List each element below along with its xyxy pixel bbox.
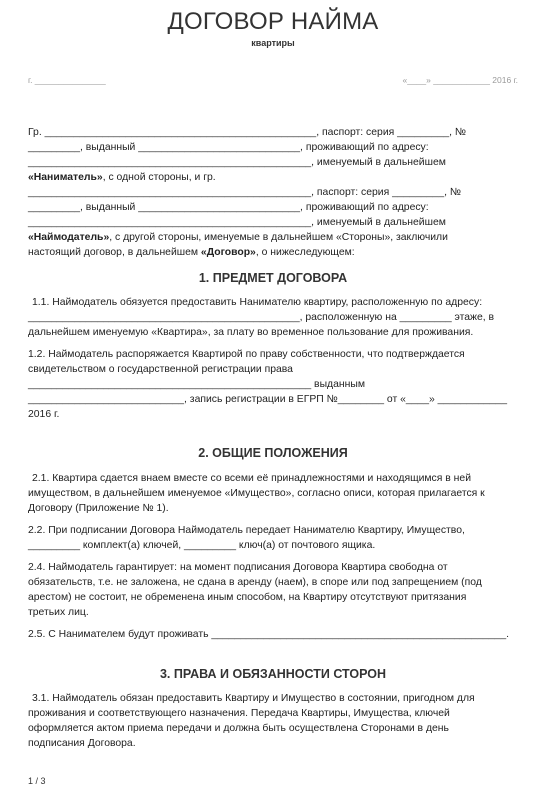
clause-line: 2.5. С Нанимателем будут проживать ___________________________________________________. [28, 629, 509, 640]
clause-line: 2016 г. [28, 409, 60, 420]
clause-line: 1.2. Наймодатель распоряжается Квартирой по праву собственности, что подтверждается [28, 349, 465, 360]
section-2-heading: 2. ОБЩИЕ ПОЛОЖЕНИЯ [198, 446, 348, 460]
clause-line: 2.2. При подписании Договора Наймодатель передает Нанимателю Квартиру, Имущество, [28, 525, 465, 536]
clause-line: имуществом, в дальнейшем именуемое «Имущество», согласно описи, которая прилагается к [28, 488, 485, 499]
preamble-line: _________________________________________________, именуемый в дальнейшем [28, 157, 446, 168]
clause-line: 2.1. Квартира сдается внаем вместе со всеми её принадлежностями и находящимся в ней [32, 473, 471, 484]
document-title: ДОГОВОР НАЙМА [167, 8, 379, 35]
preamble-line: _________, выданный ____________________________, проживающий по адресу: [28, 202, 429, 213]
clause-line: дальнейшем именуемую «Квартира», за плату во временное пользование для проживания. [28, 327, 474, 338]
clause-line: 1.1. Наймодатель обязуется предоставить Нанимателю квартиру, расположенную по адресу: [32, 297, 483, 308]
preamble-line: _________________________________________________, именуемый в дальнейшем [28, 217, 446, 228]
city-field: г. _______________ [28, 75, 106, 85]
clause-line: арестом) не состоит, не обременена иным способом, на Квартиру отсутствуют притязания [28, 592, 467, 603]
preamble-line: «Наймодатель», с другой стороны, именуемые в дальнейшем «Стороны», заключили [28, 232, 448, 243]
preamble-line: Гр. _______________________________________________, паспорт: серия _________, № [28, 127, 467, 138]
section-1-heading: 1. ПРЕДМЕТ ДОГОВОРА [198, 271, 348, 285]
clause-line: _________ комплект(а) ключей, _________ ключ(а) от почтового ящика. [28, 540, 376, 551]
section-3-heading: 3. ПРАВА И ОБЯЗАННОСТИ СТОРОН [159, 667, 387, 681]
clause-line: подписания Договора. [28, 738, 136, 749]
clause-line: _______________________________________________, расположенную на _________ этаже, в [28, 312, 495, 323]
clause-line: обязательств, т.е. не заложена, не сдана в аренду (наем), в споре или под запрещением (под [28, 577, 482, 588]
preamble-line: _________, выданный ____________________________, проживающий по адресу: [28, 142, 429, 153]
preamble-line: «Наниматель», с одной стороны, и гр. [28, 172, 216, 183]
clause-line: третьих лиц. [28, 607, 89, 618]
clause-line: свидетельством о государственной регистрации права [28, 364, 293, 375]
clause-line: ___________________________, запись регистрации в ЕГРП №________ от «____» ____________ [28, 394, 507, 405]
page-number: 1 / 3 [28, 776, 46, 786]
date-field: «____» ____________ 2016 г. [402, 75, 518, 85]
preamble-line: _________________________________________________, паспорт: серия _________, № [28, 187, 462, 198]
clause-line: оформляется актом приема передачи и должна быть осуществлена Сторонами в день [28, 723, 449, 734]
document-subtitle: квартиры [251, 38, 295, 48]
clause-line: _________________________________________________ выданным [28, 379, 365, 390]
preamble-line: настоящий договор, в дальнейшем «Договор», о нижеследующем: [28, 247, 355, 258]
clause-line: проживания и соответствующего назначения. Передача Квартиры, Имущества, ключей [28, 708, 450, 719]
clause-line: 2.4. Наймодатель гарантирует: на момент подписания Договора Квартира свободна от [28, 562, 448, 573]
clause-line: 3.1. Наймодатель обязан предоставить Квартиру и Имущество в состоянии, пригодном для [32, 693, 475, 704]
clause-line: Договору (Приложение № 1). [28, 503, 169, 514]
